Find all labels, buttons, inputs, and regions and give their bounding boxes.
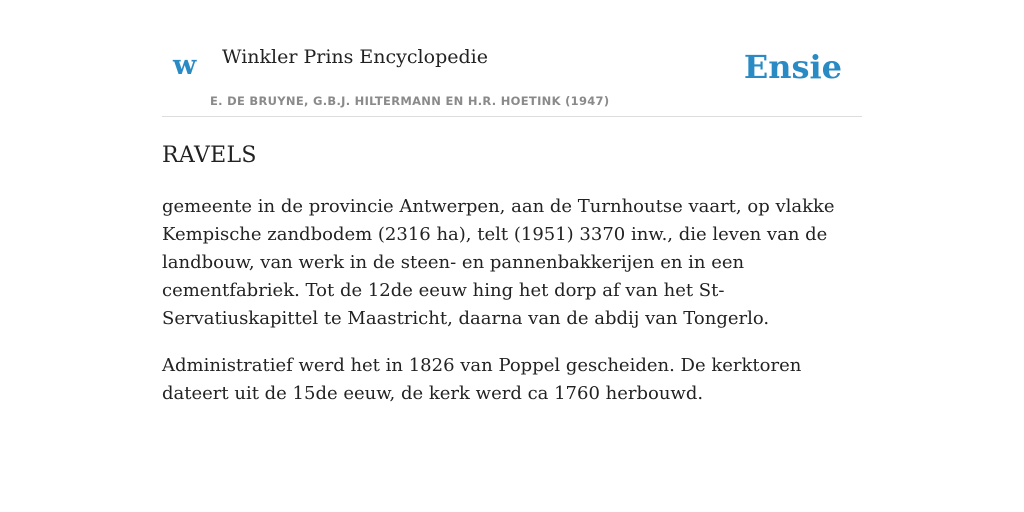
article-title: RAVELS xyxy=(162,143,257,168)
publication-authors: E. DE BRUYNE, G.B.J. HILTERMANN EN H.R. HOETINK (1947) xyxy=(210,94,610,108)
article-body xyxy=(162,193,862,408)
article-paragraph: gemeente in de provincie Antwerpen, aan de Turnhoutse vaart, op vlakke Kempische zandbodem (2316 ha), telt (1951) 3370 inw., die leven van de landbouw, van werk in de steen- en pannenbakkerijen en in een cementfabriek. Tot de 12de eeuw hing het dorp af van het St-Servatiuskapittel te Maastricht, daarna van de abdij van Tongerlo. xyxy=(162,196,835,330)
page-container xyxy=(162,0,862,408)
ensie-brand-logo[interactable]: Ensie xyxy=(743,48,842,86)
publication-logo[interactable]: w xyxy=(173,50,197,81)
publication-header xyxy=(162,0,862,117)
article-paragraph: Administratief werd het in 1826 van Poppel gescheiden. De kerktoren dateert uit de 15de eeuw, de kerk werd ca 1760 herbouwd. xyxy=(162,355,802,405)
publication-title-link[interactable]: Winkler Prins Encyclopedie xyxy=(222,46,488,68)
